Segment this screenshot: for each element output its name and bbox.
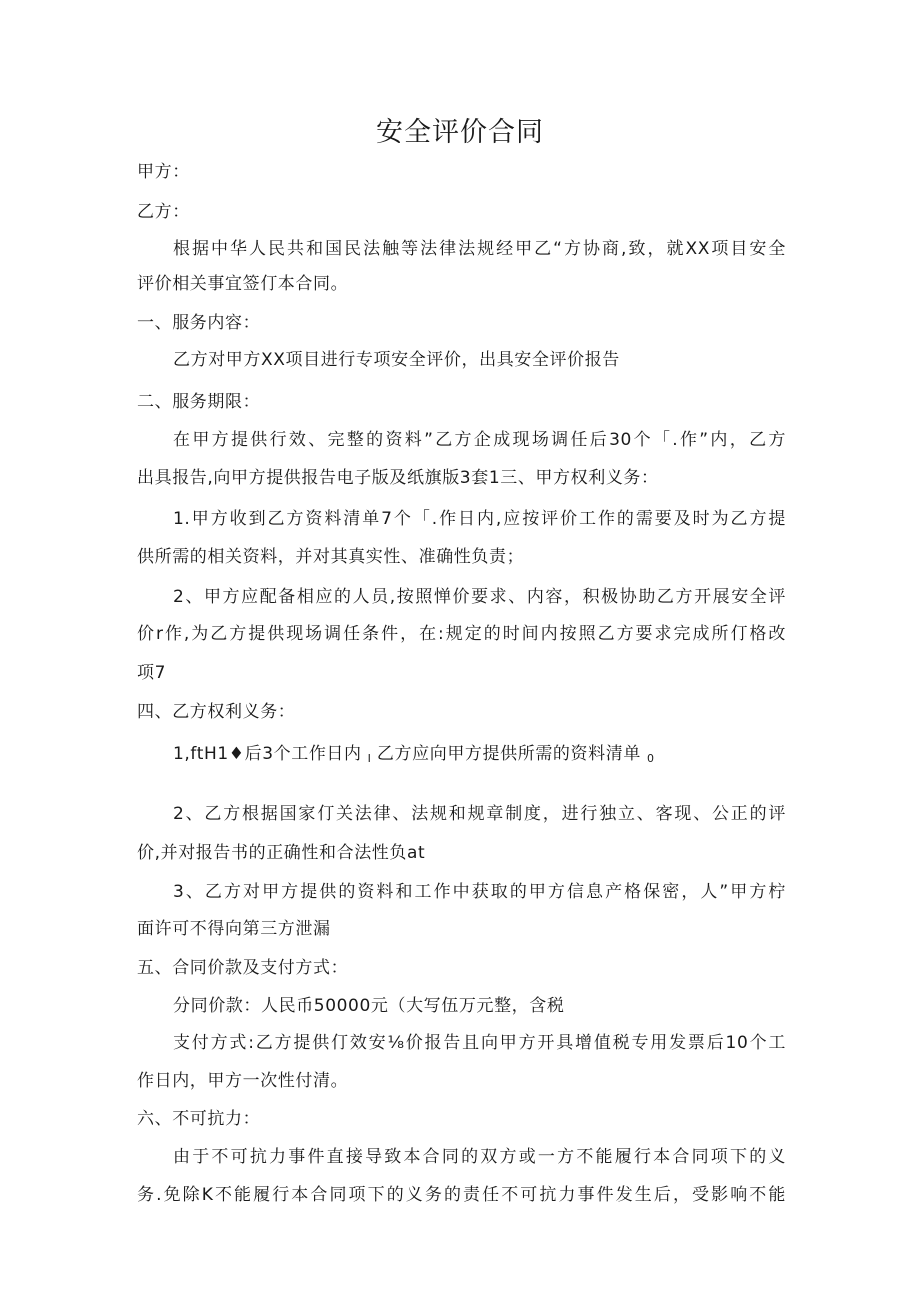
section3-item1-line-2: 供所需的相关资料，并对其真实性、准确性负责； <box>137 547 525 567</box>
section1-heading: 一、服务内容： <box>137 313 261 333</box>
section3-item2-line-1: 2、甲方应配备相应的人员,按照惮价要求、内容，积极协助乙方开展安全评 <box>173 587 786 607</box>
section4-item1-mark-2: 0 <box>646 752 654 765</box>
intro-line-2: 评价相关事宜签仃本合同。 <box>137 274 349 294</box>
party-b-label: 乙方： <box>137 202 190 222</box>
section4-item3-line-1: 3、乙方对甲方提供的资料和工作中获取的甲方信息产格保密，人”甲方柠 <box>173 882 786 902</box>
intro-line-1: 根据中华人民共和国民法触等法律法规经甲乙“方协商,致，就XX项目安全 <box>173 239 786 259</box>
document-title: 安全评价合同 <box>376 117 544 148</box>
section3-item2-line-3: 项7 <box>137 663 167 683</box>
party-a-label: 甲方： <box>137 162 190 182</box>
section5-heading: 五、合同价款及支付方式： <box>137 958 349 978</box>
section2-line-2: 出具报告,向甲方提供报告电子版及纸旗版3套1三、甲方权利义务： <box>137 468 659 488</box>
section1-line-1: 乙方对甲方XX项目进行专项安全评价，出具安全评价报告 <box>173 350 620 370</box>
section4-heading: 四、乙方权利义务： <box>137 702 296 722</box>
section5-price: 分同价款：人民币50000元（大写伍万元整，含税 <box>173 996 565 1016</box>
section5-payment-line-1: 支付方式:乙方提供仃效安⅛价报告且向甲方开具增值税专用发票后10个工 <box>173 1033 786 1053</box>
section3-item2-line-2: 价r作,为乙方提供现场调任条件，在:规定的时间内按照乙方要求完成所仃格改 <box>137 624 786 644</box>
section4-item2-line-2: 价,并对报告书的正确性和合法性负at <box>137 843 426 863</box>
section2-heading: 二、服务期限： <box>137 392 261 412</box>
section3-item1-line-1: 1.甲方收到乙方资料清单7个「.作日内,应按评价工作的需要及时为乙方提 <box>173 509 786 529</box>
section6-heading: 六、不可抗力： <box>137 1109 261 1129</box>
section6-line-1: 由于不可抗力事件直接导致本合同的双方或一方不能履行本合同项下的义 <box>173 1147 786 1167</box>
section4-item1-main: 1,ftH1♦后3个工作日内 <box>173 744 362 764</box>
section6-line-2: 务.免除K不能履行本合同项下的义务的责任不可抗力事件发生后，受影响不能 <box>137 1185 786 1205</box>
section5-payment-line-2: 作日内，甲方一次性付清。 <box>137 1071 349 1091</box>
section4-item1-rest: 乙方应向甲方提供所需的资料清单 <box>376 744 641 764</box>
section4-item1-mark-1: I <box>367 752 371 765</box>
section4-item2-line-1: 2、乙方根据国家仃关法律、法规和规章制度，进行独立、客现、公正的评 <box>173 804 786 824</box>
section2-line-1: 在甲方提供行效、完整的资料”乙方企成现场调任后30个「.作”内，乙方 <box>173 430 786 450</box>
section4-item3-line-2: 面许可不得向第三方泄漏 <box>137 919 331 939</box>
section4-item1 <box>173 742 654 771</box>
